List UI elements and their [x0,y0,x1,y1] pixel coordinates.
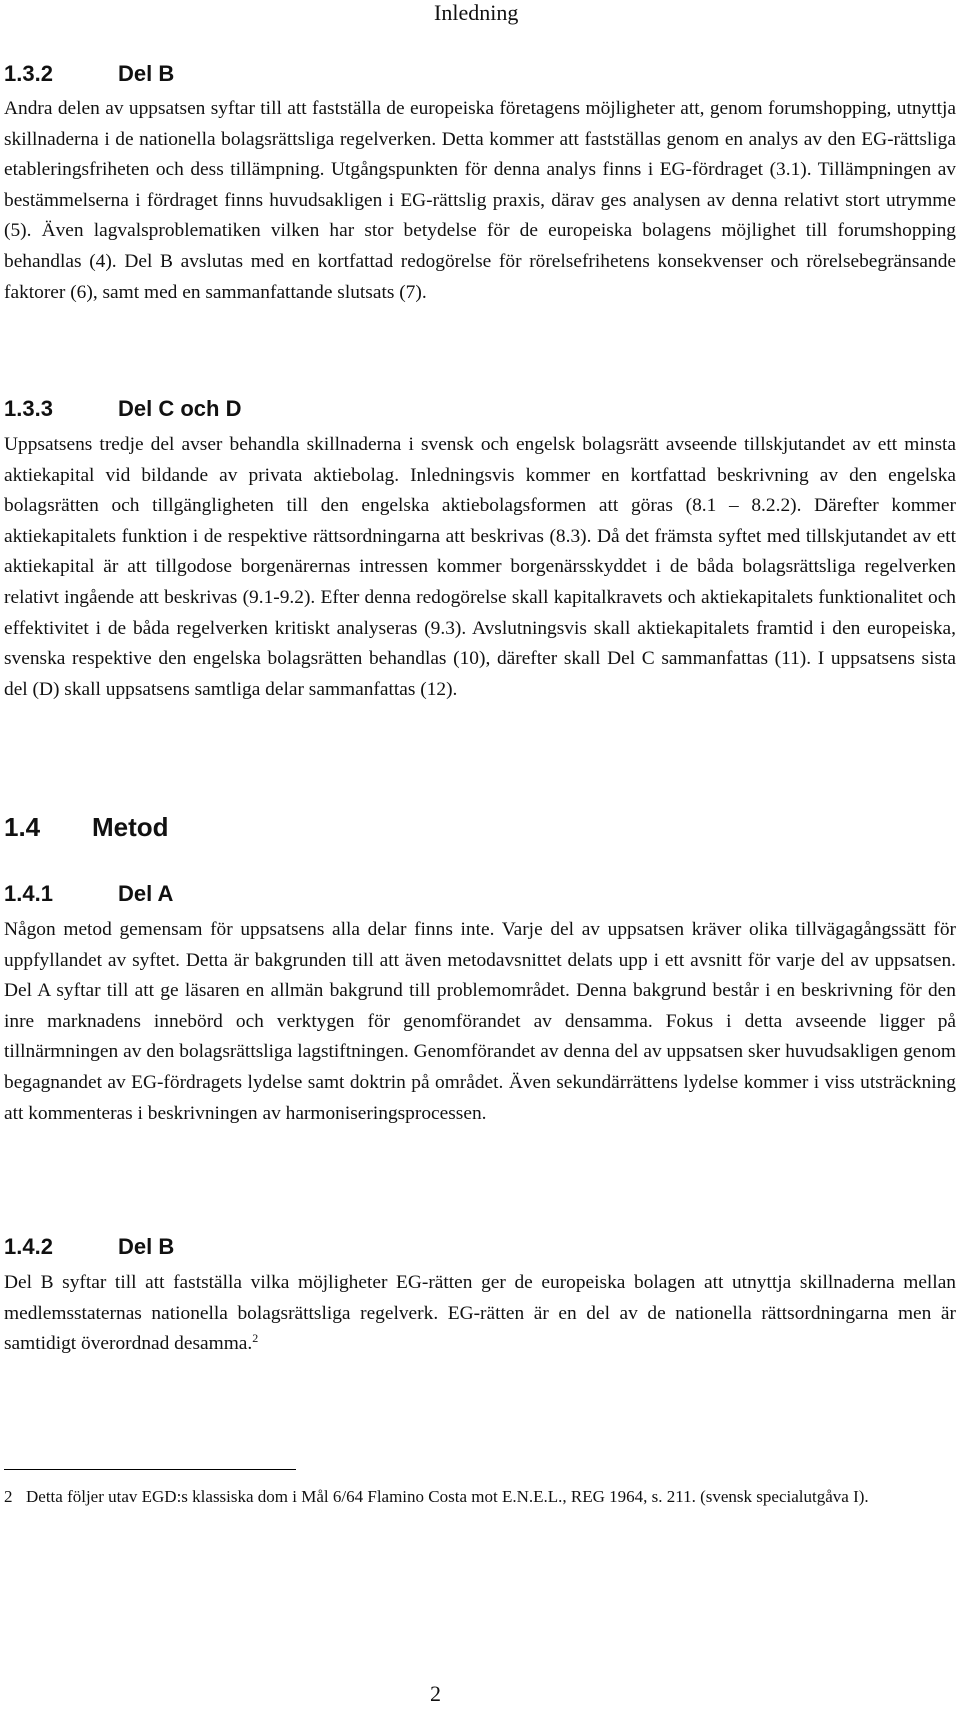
section-number: 1.4.2 [4,1234,53,1259]
footnote-text: Detta följer utav EGD:s klassiska dom i Mål 6/64 Flamino Costa mot E.N.E.L., REG 1964, s. 211. (svensk specialutgåva I). [26,1487,869,1506]
footnote [4,1485,956,1509]
section-title: Del C och D [118,396,242,421]
section-paragraph-1-3-3: Uppsatsens tredje del avser behandla skillnaderna i svensk och engelsk bolagsrätt avseende tillskjutandet av ett minsta aktiekapital vid bildande av privata aktiebolag. Inledningsvis kommer en kortfattad beskrivning av den engelska bolagsrätten och tillgängligheten till den engelska aktiebolagsformen att göras (8.1 – 8.2.2). Därefter kommer aktiekapitalets funktion i de respektive rättsordningarna att beskrivas (8.3). Då det främsta syftet med tillskjutandet av ett aktiekapital är att tillgodose borgenärernas intressen kommer borgenärsskyddet i de båda bolagsrättsliga regelverken relativt ingående att beskrivas (9.1-9.2). Efter denna redogörelse skall kapitalkravets och aktiekapitalets funktionalitet och effektivitet i de båda regelverken kritiskt analyseras (9.3). Avslutningsvis skall aktiekapitalets framtid i den europeiska, svenska respektive den engelska bolagsrätten behandlas (10), därefter skall Del C sammanfattas (11). I uppsatsens sista del (D) skall uppsatsens samtliga delar sammanfattas (12). [4,434,956,700]
section-paragraph-1-3-2: Andra delen av uppsatsen syftar till att fastställa de europeiska företagens möjligheter att, genom forumshopping, utnyttja skillnaderna i de nationella bolagsrättsliga regelverken. Detta kommer att fastställas genom en analys av den EG-rättsliga etableringsfriheten och dess tillämpning. Utgångspunkten för denna analys finns i EG-fördraget (3.1). Tillämpningen av bestämmelserna i fördraget finns huvudsakligen i EG-rättslig praxis, därav ges analysen av denna relativt stort utrymme (5). Även lagvalsproblematiken vilken har stor betydelse för de europeiska bolagens möjlighet till forumshopping behandlas (4). Del B avslutas med en kortfattad redogörelse för rörelsefrihetens konsekvenser och rörelsebegränsande faktorer (6), samt med en sammanfattande slutsats (7). [4,98,956,303]
section-paragraph-1-4-1: Någon metod gemensam för uppsatsens alla delar finns inte. Varje del av uppsatsen kräver olika tillvägagångssätt för uppfyllandet av syftet. Detta är bakgrunden till att även metodavsnittet delats upp i ett avsnitt för varje del av uppsatsen. Del A syftar till att ge läsaren en allmän bakgrund till problemområdet. Denna bakgrund består i en beskrivning för den inre marknadens innebörd och verktygen för genomförandet av densamma. Fokus i detta avseende ligger på tillnärmningen av den bolagsrättsliga lagstiftningen. Genomförandet av denna del av uppsatsen sker huvudsakligen genom begagnandet av EG-fördragets lydelse samt doktrin på området. Även sekundärrättens lydelse kommer i viss utsträckning att kommenteras i beskrivningen av harmoniseringsprocessen. [4,919,956,1124]
section-heading-1-4-1 [4,880,173,908]
section-title: Del B [118,61,175,86]
footnote-separator [4,1469,296,1470]
section-number: 1.3.3 [4,396,53,421]
page-number: 2 [430,1681,441,1706]
section-title: Metod [92,812,169,842]
section-title: Del A [118,881,174,906]
section-number: 1.4 [4,812,41,842]
section-heading-1-3-2 [4,60,174,88]
section-heading-1-4 [4,810,169,844]
footnote-reference[interactable]: 2 [252,1331,259,1346]
section-number: 1.4.1 [4,881,53,906]
running-header: Inledning [434,0,519,25]
footnote-marker: 2 [4,1487,13,1506]
paragraph-text: Del B syftar till att fastställa vilka möjligheter EG-rätten ger de europeiska bolagen att utnyttja skillnaderna mellan medlemsstaternas nationella bolagsrättsliga regelverk. EG-rätten är en del av de nationella rättsordningarna men är samtidigt överordnad desamma. [4,1272,956,1355]
section-heading-1-3-3 [4,395,241,423]
section-number: 1.3.2 [4,61,53,86]
section-heading-1-4-2 [4,1233,174,1261]
section-title: Del B [118,1234,175,1259]
section-paragraph-1-4-2 [4,1268,956,1360]
